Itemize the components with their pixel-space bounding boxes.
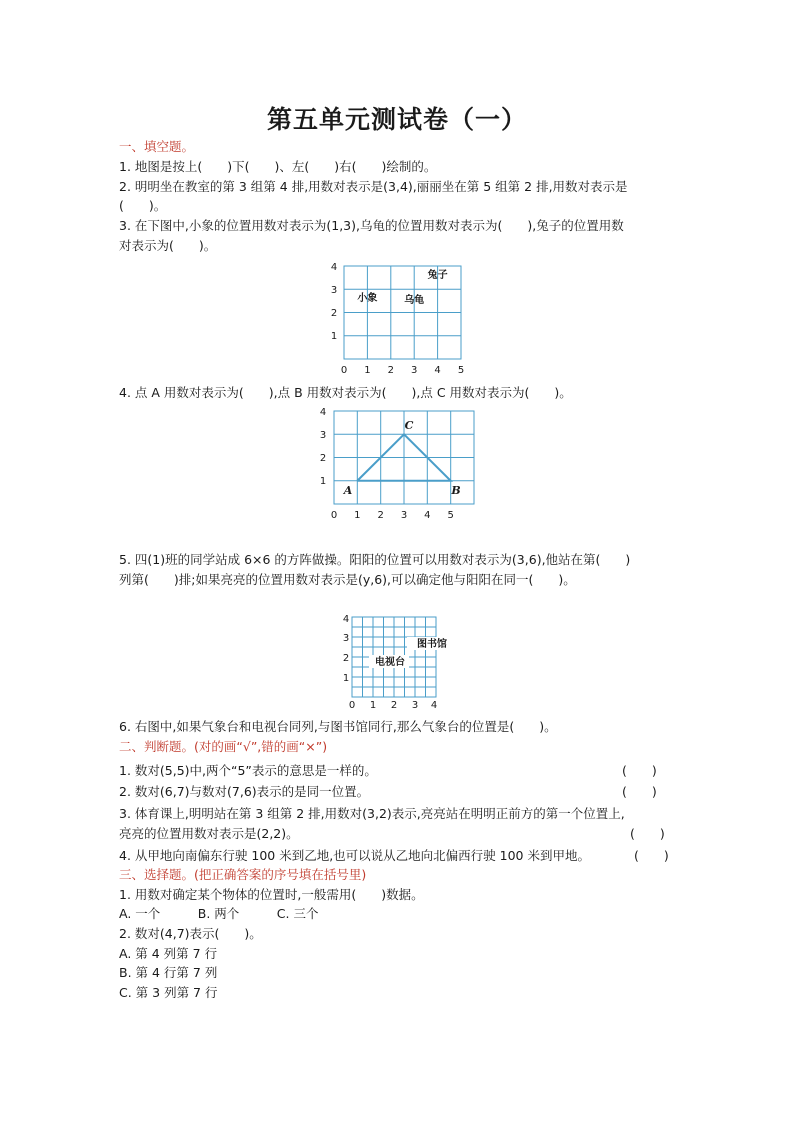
grid2-y-tick: 3 [319,430,327,441]
grid1-y-tick: 3 [330,285,338,296]
section-choice-heading: 三、选择题。(把正确答案的序号填在括号里) [119,867,367,882]
judge-1: 1. 数对(5,5)中,两个“5”表示的意思是一样的。 [119,763,377,778]
judge-2: 2. 数对(6,7)与数对(7,6)表示的是同一位置。 [119,784,370,799]
judge-4-answer-paren: ( ) [634,848,669,863]
page-title: 第五单元测试卷（一） [266,105,527,134]
grid2-y-tick: 1 [319,476,327,487]
grid1-x-tick: 3 [411,365,418,376]
section-fill-heading: 一、填空题。 [119,139,195,154]
label-elephant: 小象 [357,293,378,304]
judge-2-answer-paren: ( ) [622,784,657,799]
grid3-x-tick: 1 [369,700,377,711]
grid3-x-tick: 3 [411,700,419,711]
question-3-line-1: 3. 在下图中,小象的位置用数对表示为(1,3),乌龟的位置用数对表示为( ),兔子的位置用数 [119,218,624,233]
question-4: 4. 点 A 用数对表示为( ),点 B 用数对表示为( ),点 C 用数对表示为( )。 [119,385,572,400]
grid2-y-tick: 2 [319,453,327,464]
grid1-x-tick: 0 [340,365,348,376]
grid3-y-tick: 1 [342,673,350,684]
point-c-label: C [404,419,414,432]
choice-1: 1. 用数对确定某个物体的位置时,一般需用( )数据。 [119,887,424,902]
judge-4: 4. 从甲地向南偏东行驶 100 米到乙地,也可以说从乙地向北偏西行驶 100 米到甲地。 [119,848,590,863]
judge-1-answer-paren: ( ) [622,763,657,778]
grid3-x-tick: 0 [348,700,356,711]
label-library: 图书馆 [417,639,447,650]
choice-2-option-b: B. 第 4 行第 7 列 [119,965,218,980]
label-rabbit: 兔子 [427,270,448,281]
judge-3-line-2: 亮亮的位置用数对表示是(2,2)。 [119,826,299,841]
choice-1-options: A. 一个 B. 两个 C. 三个 [119,906,319,921]
grid1-x-tick: 4 [434,365,441,376]
question-5-line-2: 列第( )排;如果亮亮的位置用数对表示是(y,6),可以确定他与阳阳在同一( )。 [119,572,576,587]
grid2-x-tick: 3 [400,510,408,521]
question-1: 1. 地图是按上( )下( )、左( )右( )绘制的。 [119,159,437,174]
grid3-y-tick: 3 [342,633,350,644]
judge-3-line-1: 3. 体育课上,明明站在第 3 组第 2 排,用数对(3,2)表示,亮亮站在明明正前方的第一个位置上, [119,806,625,821]
grid3-x-tick: 2 [390,700,398,711]
grid1-x-tick: 5 [457,365,465,376]
grid1-x-tick: 2 [387,365,394,376]
question-3-line-2: 对表示为( )。 [119,238,217,253]
point-b-label: B [451,484,461,497]
grid-triangle [315,403,485,523]
choice-2-option-a: A. 第 4 列第 7 行 [119,946,218,961]
grid3-y-tick: 4 [342,614,350,625]
choice-2-option-c: C. 第 3 列第 7 行 [119,985,218,1000]
grid2-x-tick: 5 [447,510,454,521]
grid1-x-tick: 1 [364,365,371,376]
question-5-line-1: 5. 四(1)班的同学站成 6×6 的方阵做操。阳阳的位置可以用数对表示为(3,6),他站在第( ) [119,552,631,567]
grid1-y-tick: 4 [330,262,338,273]
grid2-x-tick: 4 [424,510,431,521]
question-2-line-2: ( )。 [119,198,167,213]
grid2-x-tick: 0 [330,510,338,521]
grid1-y-tick: 1 [330,331,338,342]
judge-3-answer-paren: ( ) [630,826,665,841]
question-2-line-1: 2. 明明坐在教室的第 3 组第 4 排,用数对表示是(3,4),丽丽坐在第 5 组第 2 排,用数对表示是 [119,179,628,194]
grid-animals [320,258,470,378]
section-judge-heading: 二、判断题。(对的画“√”,错的画“×”) [119,739,328,754]
grid3-x-tick: 4 [430,700,438,711]
label-turtle: 乌龟 [404,295,425,306]
label-tv-station: 电视台 [375,657,405,668]
grid2-y-tick: 4 [319,407,327,418]
grid1-y-tick: 2 [330,308,338,319]
grid2-x-tick: 2 [377,510,384,521]
question-6: 6. 右图中,如果气象台和电视台同列,与图书馆同行,那么气象台的位置是( )。 [119,719,557,734]
point-a-label: A [343,484,353,497]
grid3-y-tick: 2 [342,653,350,664]
grid-buildings [336,612,456,712]
grid2-x-tick: 1 [354,510,361,521]
choice-2: 2. 数对(4,7)表示( )。 [119,926,262,941]
